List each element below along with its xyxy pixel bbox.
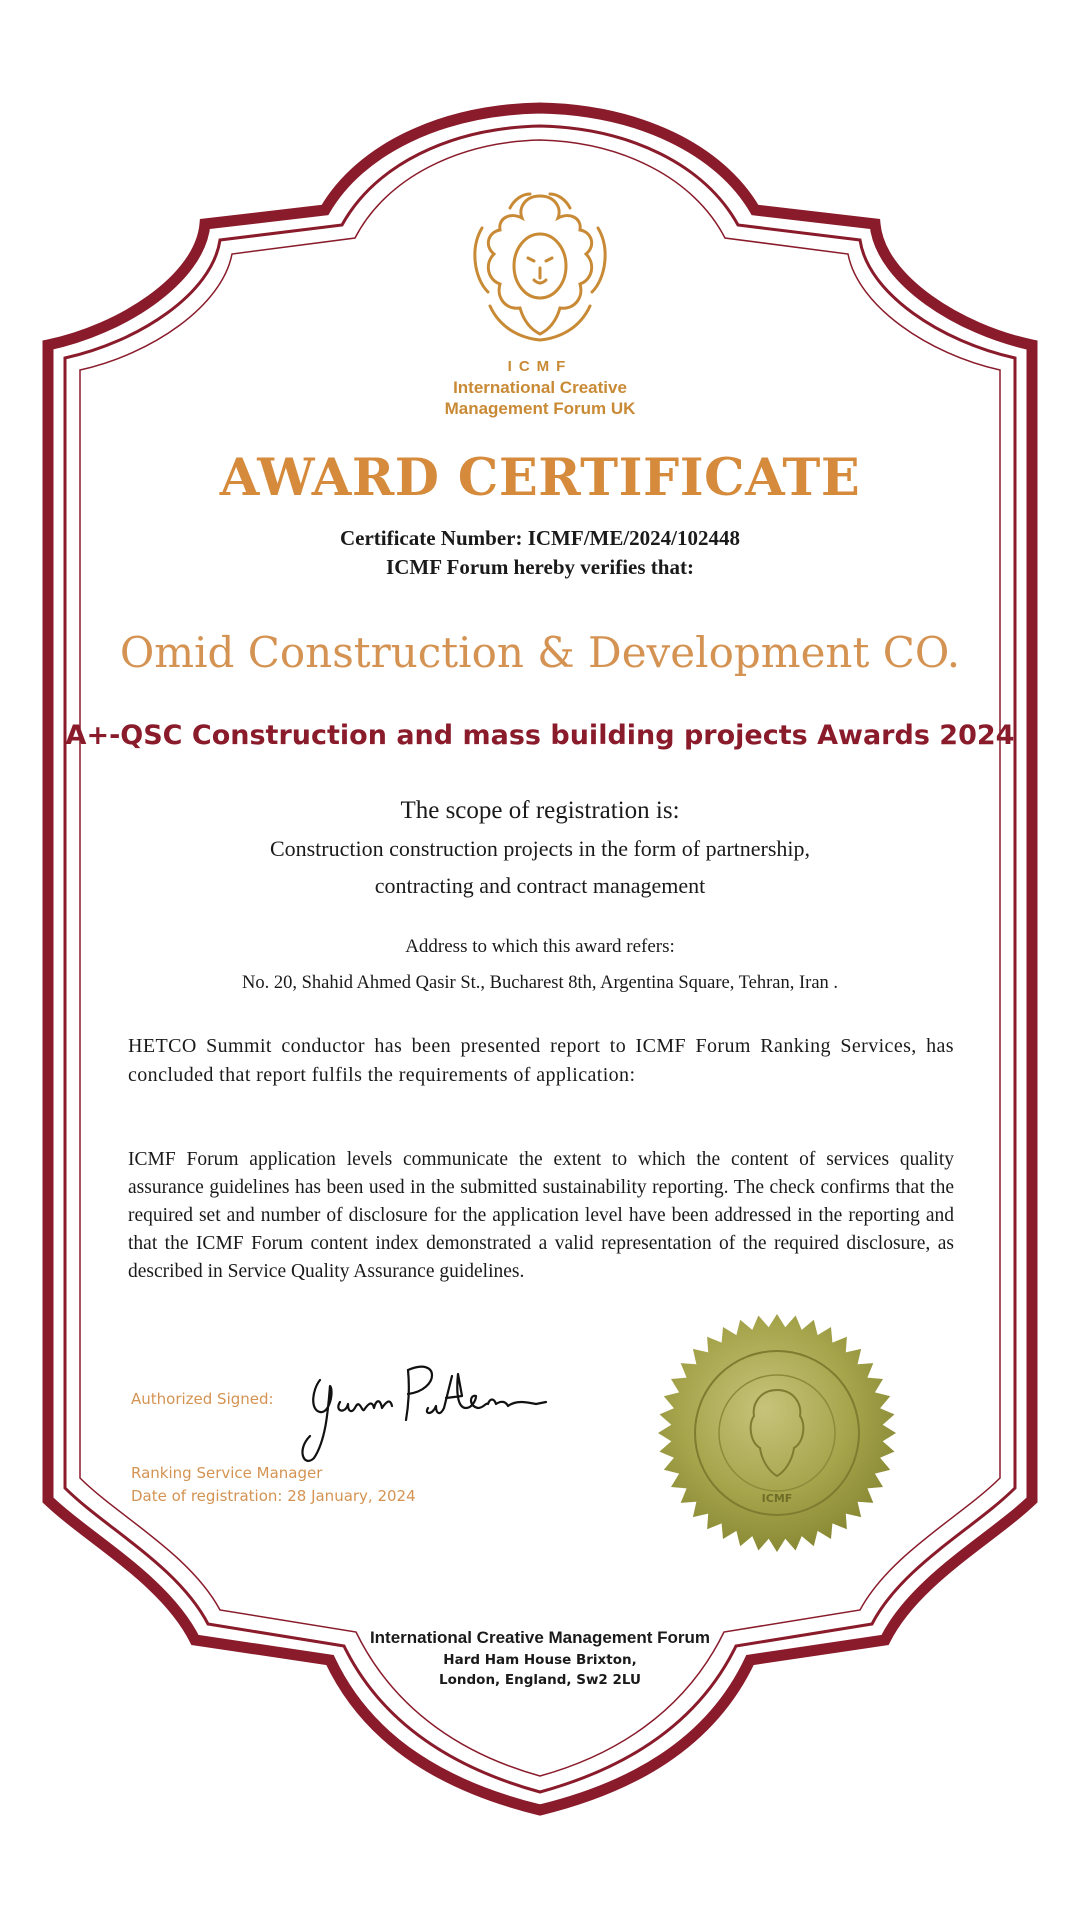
address-heading: Address to which this award refers: <box>405 936 675 957</box>
org-name-line2: Management Forum UK <box>444 399 636 418</box>
lion-crest-icon <box>470 188 610 346</box>
scope-line1: Construction construction projects in the form of partnership, <box>269 836 811 861</box>
address-value: No. 20, Shahid Ahmed Qasir St., Bucharest 8th, Argentina Square, Tehran, Iran . <box>241 973 839 993</box>
org-abbreviation: ICMF <box>507 358 573 375</box>
handwritten-signature-icon <box>290 1350 550 1470</box>
signer-role: Ranking Service Manager <box>131 1464 323 1482</box>
seal-text: ICMF <box>761 1492 793 1505</box>
scope-heading: The scope of registration is: <box>400 797 680 824</box>
footer-address-line1: Hard Ham House Brixton, <box>443 1652 637 1668</box>
verification-statement: ICMF Forum hereby verifies that: <box>386 555 694 579</box>
footer-address-line2: London, England, Sw2 2LU <box>439 1672 641 1688</box>
org-name <box>0 377 1080 419</box>
company-name: Omid Construction & Development CO. <box>119 628 961 677</box>
award-name: A+-QSC Construction and mass building projects Awards 2024 <box>65 720 1015 751</box>
certificate-title: AWARD CERTIFICATE <box>219 448 861 508</box>
gold-seal-icon <box>656 1312 898 1554</box>
statement-paragraph-1: HETCO Summit conductor has been presented report to ICMF Forum Ranking Services, has concluded that report fulfils the requirements of application: <box>128 1035 954 1086</box>
footer-org-name: International Creative Management Forum <box>369 1628 711 1647</box>
registration-date: Date of registration: 28 January, 2024 <box>131 1487 416 1505</box>
statement-paragraph-2: ICMF Forum application levels communicate the extent to which the content of services quality assurance guidelines has been used in the submitted sustainability reporting. The check confirms that the required set and number of disclosure for the application level have been addressed in the reporting and that the ICMF Forum content index demonstrated a valid representation of the required disclosure, as described in Service Quality Assurance guidelines. <box>128 1149 954 1282</box>
scope-line2: contracting and contract management <box>374 873 706 898</box>
authorized-signed-label: Authorized Signed: <box>131 1390 274 1408</box>
certificate-number: Certificate Number: ICMF/ME/2024/102448 <box>339 526 741 550</box>
org-name-line1: International Creative <box>453 378 627 397</box>
